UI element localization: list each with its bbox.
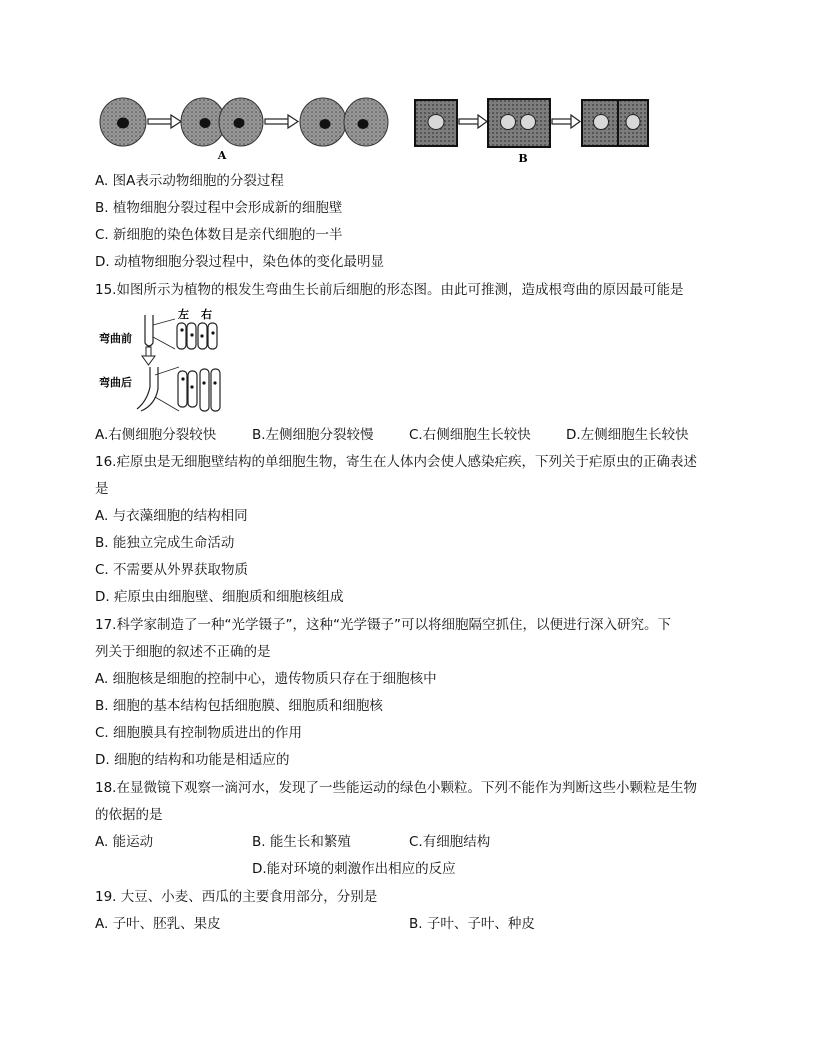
q16-option-c: C. 不需要从外界获取物质 bbox=[95, 562, 249, 578]
q18-option-a: A. 能运动 bbox=[95, 834, 154, 850]
q18-option-c: C.有细胞结构 bbox=[409, 834, 491, 850]
plant-cell-stage-2 bbox=[488, 99, 550, 147]
q16-option-a: A. 与衣藻细胞的结构相同 bbox=[95, 508, 248, 524]
animal-cell-stage-3 bbox=[300, 98, 388, 146]
q17-option-c: C. 细胞膜具有控制物质进出的作用 bbox=[95, 725, 303, 741]
q15-stem: 15.如图所示为植物的根发生弯曲生长前后细胞的形态图。由此可推测，造成根弯曲的原因最可能是 bbox=[95, 282, 684, 298]
arrow-icon bbox=[459, 115, 487, 128]
cell-division-figure bbox=[95, 95, 715, 165]
q15-option-c: C.右侧细胞生长较快 bbox=[409, 427, 531, 443]
q18-stem-line1: 18.在显微镜下观察一滴河水，发现了一些能运动的绿色小颗粒。下列不能作为判断这些小颗粒是生物 bbox=[95, 780, 697, 796]
q18-option-d: D.能对环境的刺激作出相应的反应 bbox=[252, 861, 456, 877]
figure-label-a: A bbox=[217, 149, 227, 162]
down-arrow-icon bbox=[142, 347, 155, 365]
q16-option-b: B. 能独立完成生命活动 bbox=[95, 535, 235, 551]
q17-option-d: D. 细胞的结构和功能是相适应的 bbox=[95, 752, 290, 768]
q14-option-d: D. 动植物细胞分裂过程中，染色体的变化最明显 bbox=[95, 254, 384, 270]
animal-cell-stage-2 bbox=[181, 98, 263, 146]
left-label: 左 bbox=[178, 308, 189, 321]
q16-stem-line1: 16.疟原虫是无细胞壁结构的单细胞生物，寄生在人体内会使人感染疟疾，下列关于疟原虫的正确表述 bbox=[95, 454, 697, 470]
q17-option-b: B. 细胞的基本结构包括细胞膜、细胞质和细胞核 bbox=[95, 698, 383, 714]
plant-cell-stage-3 bbox=[582, 100, 648, 146]
q19-stem: 19. 大豆、小麦、西瓜的主要食用部分，分别是 bbox=[95, 889, 378, 905]
root-after bbox=[137, 367, 220, 411]
arrow-icon bbox=[148, 115, 181, 128]
q17-option-a: A. 细胞核是细胞的控制中心，遗传物质只存在于细胞核中 bbox=[95, 671, 437, 687]
q17-stem-line2: 列关于细胞的叙述不正确的是 bbox=[95, 644, 271, 660]
arrow-icon bbox=[552, 115, 580, 128]
q19-option-b: B. 子叶、子叶、种皮 bbox=[409, 916, 535, 932]
q15-option-d: D.左侧细胞生长较快 bbox=[566, 427, 689, 443]
q14-option-b: B. 植物细胞分裂过程中会形成新的细胞壁 bbox=[95, 200, 343, 216]
q19-option-a: A. 子叶、胚乳、果皮 bbox=[95, 916, 221, 932]
q15-option-a: A.右侧细胞分裂较快 bbox=[95, 427, 217, 443]
q16-stem-line2: 是 bbox=[95, 481, 109, 497]
after-label: 弯曲后 bbox=[99, 376, 132, 389]
q14-option-c: C. 新细胞的染色体数目是亲代细胞的一半 bbox=[95, 227, 343, 243]
q16-option-d: D. 疟原虫由细胞壁、细胞质和细胞核组成 bbox=[95, 589, 344, 605]
q14-option-a: A. 图A表示动物细胞的分裂过程 bbox=[95, 173, 284, 189]
q18-option-b: B. 能生长和繁殖 bbox=[252, 834, 351, 850]
root-bending-figure bbox=[95, 305, 235, 415]
plant-cell-stage-1 bbox=[415, 100, 457, 146]
before-label: 弯曲前 bbox=[99, 332, 132, 345]
animal-cell-stage-1 bbox=[100, 98, 146, 146]
right-label: 右 bbox=[201, 308, 212, 321]
q18-stem-line2: 的依据的是 bbox=[95, 807, 163, 823]
figure-label-b: B bbox=[518, 152, 528, 165]
q15-option-b: B.左侧细胞分裂较慢 bbox=[252, 427, 374, 443]
q17-stem-line1: 17.科学家制造了一种“光学镊子”，这种“光学镊子”可以将细胞隔空抓住，以便进行深入研究。下 bbox=[95, 617, 671, 633]
arrow-icon bbox=[265, 115, 298, 128]
